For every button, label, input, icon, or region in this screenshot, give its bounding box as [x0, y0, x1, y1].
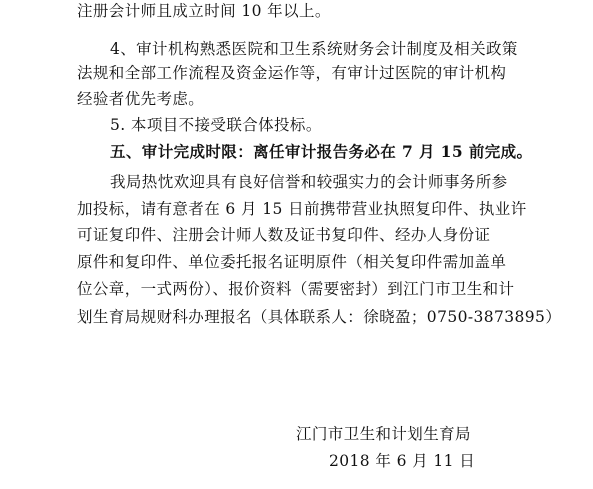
- text-line-invitation-d: 原件和复印件、单位委托报名证明原件（相关复印件需加盖单: [77, 253, 507, 271]
- text-line-invitation-c: 可证复印件、注册会计师人数及证书复印件、经办人身份证: [77, 226, 491, 244]
- text-line-invitation-a: 我局热忱欢迎具有良好信誉和较强实力的会计师事务所参: [110, 173, 508, 191]
- text-line-requirement-4-c: 经验者优先考虑。: [77, 90, 205, 108]
- text-line-invitation-b: 加投标，请有意者在 6 月 15 日前携带营业执照复印件、执业许: [77, 200, 527, 218]
- text-line-requirement-4-a: 4、审计机构熟悉医院和卫生系统财务会计制度及相关政策: [110, 40, 518, 58]
- section-heading-completion-deadline: 五、审计完成时限：离任审计报告务必在 7 月 15 前完成。: [110, 142, 533, 161]
- text-line-invitation-e: 位公章，一式两份）、报价资料（需要密封）到江门市卫生和计: [77, 280, 515, 298]
- text-line-registration-years: 注册会计师且成立时间 10 年以上。: [77, 2, 331, 20]
- signature-organization: 江门市卫生和计划生育局: [296, 425, 471, 443]
- text-line-requirement-4-b: 法规和全部工作流程及资金运作等，有审计过医院的审计机构: [77, 64, 507, 82]
- text-line-requirement-5: 5. 本项目不接受联合体投标。: [110, 116, 322, 134]
- text-line-invitation-f: 划生育局规财科办理报名（具体联系人：徐晓盈；0750-3873895）: [77, 308, 562, 326]
- signature-date: 2018 年 6 月 11 日: [329, 452, 476, 470]
